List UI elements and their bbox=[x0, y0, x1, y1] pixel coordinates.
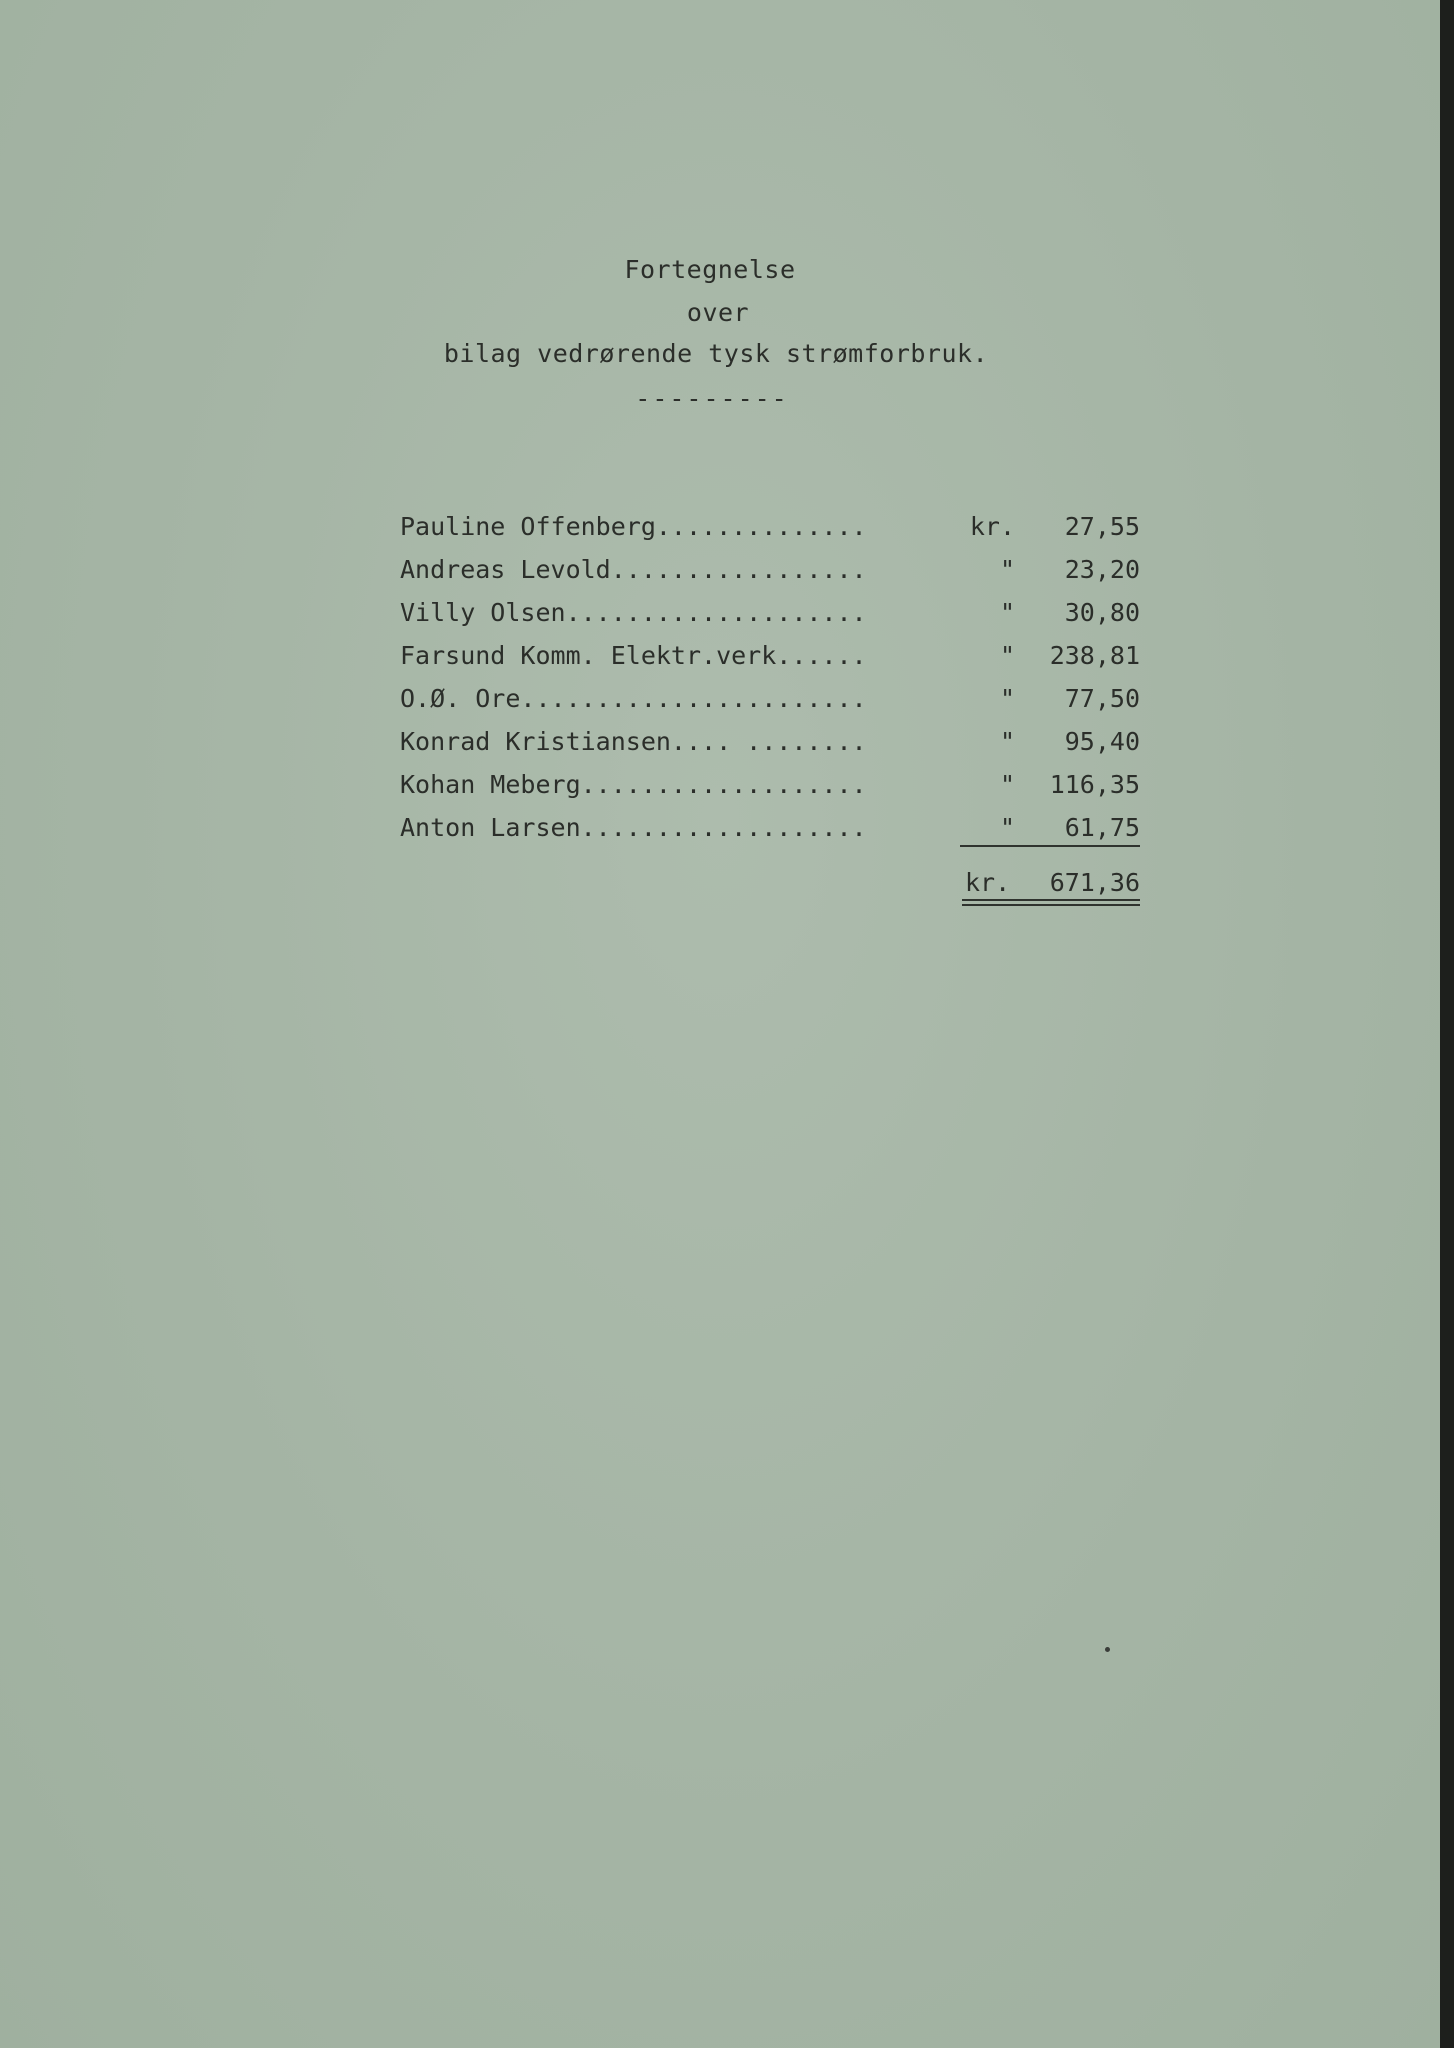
list-item bbox=[400, 598, 1140, 632]
list-item bbox=[400, 770, 1140, 804]
entry-name: Farsund Komm. Elektr.verk...... bbox=[400, 641, 867, 670]
entry-unit: " bbox=[999, 555, 1015, 584]
entry-name: O.Ø. Ore....................... bbox=[400, 684, 867, 713]
entry-unit: " bbox=[999, 684, 1015, 713]
list-item bbox=[400, 512, 1140, 546]
list-item bbox=[400, 727, 1140, 761]
entry-name: Villy Olsen.................... bbox=[400, 598, 867, 627]
document-title: Fortegnelse bbox=[624, 255, 796, 284]
total-label: kr. bbox=[965, 868, 1011, 897]
paper-speck bbox=[1105, 1647, 1110, 1652]
list-item bbox=[400, 813, 1140, 847]
entry-amount: 95,40 bbox=[1064, 727, 1140, 756]
entry-unit: " bbox=[999, 813, 1015, 842]
entry-unit: " bbox=[999, 598, 1015, 627]
list-item bbox=[400, 555, 1140, 589]
entry-amount: 116,35 bbox=[1049, 770, 1140, 799]
entry-amount: 61,75 bbox=[1064, 813, 1140, 842]
document-subtitle: bilag vedrørende tysk strømforbruk. bbox=[443, 339, 989, 368]
list-item bbox=[400, 641, 1140, 675]
total-amount: 671,36 bbox=[1049, 868, 1140, 897]
scan-edge bbox=[1440, 0, 1454, 2048]
total-double-underline bbox=[962, 899, 1140, 906]
list-item bbox=[400, 684, 1140, 718]
document-title-over: over bbox=[686, 298, 750, 327]
entry-amount: 77,50 bbox=[1064, 684, 1140, 713]
entry-unit: " bbox=[999, 770, 1015, 799]
total-row bbox=[960, 868, 1140, 902]
entry-unit: " bbox=[999, 641, 1015, 670]
sum-rule bbox=[960, 845, 1140, 847]
entry-name: Anton Larsen................... bbox=[400, 813, 867, 842]
entry-unit: " bbox=[999, 727, 1015, 756]
entry-amount: 30,80 bbox=[1064, 598, 1140, 627]
entry-amount: 238,81 bbox=[1049, 641, 1140, 670]
entry-name: Konrad Kristiansen.... ........ bbox=[400, 727, 867, 756]
entry-name: Pauline Offenberg.............. bbox=[400, 512, 867, 541]
entry-amount: 23,20 bbox=[1064, 555, 1140, 584]
entry-amount: 27,55 bbox=[1064, 512, 1140, 541]
entry-name: Andreas Levold................. bbox=[400, 555, 867, 584]
entry-unit: kr. bbox=[969, 512, 1015, 541]
title-separator: --------- bbox=[635, 384, 789, 413]
entry-name: Kohan Meberg................... bbox=[400, 770, 867, 799]
